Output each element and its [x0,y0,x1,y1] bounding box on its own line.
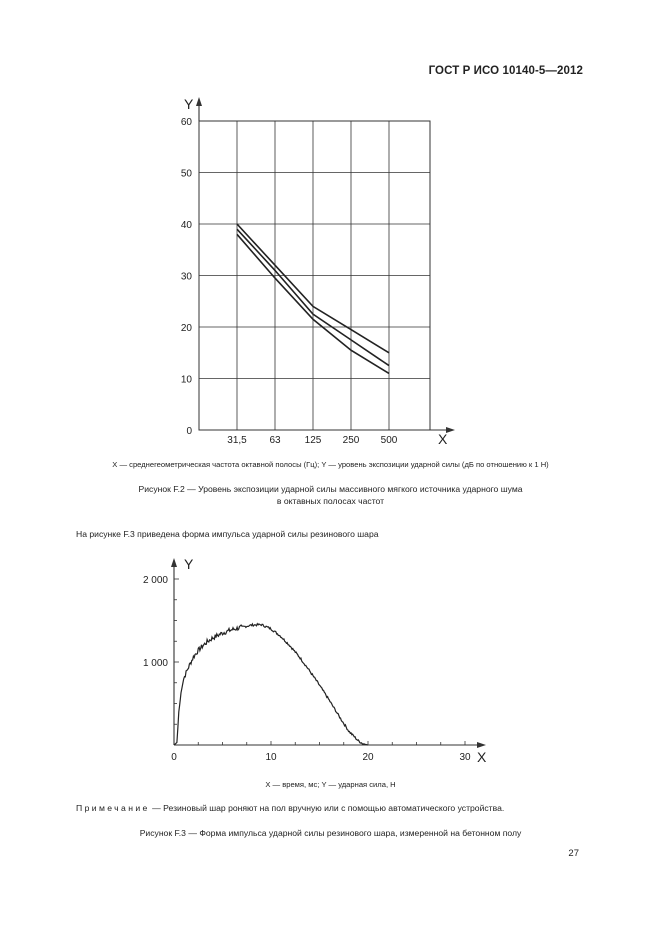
figure-f2-caption: X — среднегеометрическая частота октавной полосы (Гц); Y — уровень экспозиции ударной силы (дБ по отношению к 1 Н) [112,460,549,469]
x-tick-label: 10 [265,752,277,763]
x-tick-label: 31,5 [227,435,247,446]
x-tick-label: 30 [459,752,471,763]
y-tick-label: 50 [180,168,192,180]
page-number: 27 [568,848,579,859]
x-axis-label: X [477,749,487,765]
x-tick-label: 250 [342,435,360,446]
figure-f2-title-line1: Рисунок F.2 — Уровень экспозиции ударной силы массивного мягкого источника ударного шума [138,484,523,494]
y-axis-label: Y [184,96,194,112]
figure-f3-title: Рисунок F.3 — Форма импульса ударной силы резинового шара, измеренной на бетонном полу [139,828,522,838]
y-tick-label: 30 [180,271,192,283]
x-tick-label: 20 [362,752,374,763]
y-tick-label: 40 [180,220,192,231]
x-tick-label: 0 [171,752,177,763]
standard-header: ГОСТ Р ИСО 10140-5—2012 [428,65,583,77]
y-axis-arrow [171,558,177,567]
body-paragraph: На рисунке F.3 приведена форма импульса ударной силы резинового шара [76,529,379,539]
y-axis-arrow [196,97,202,106]
impulse-curve [174,624,368,745]
y-tick-label: 0 [186,426,192,437]
figure-f3-note [76,803,504,813]
x-axis-label: X [438,431,448,447]
y-tick-label: 20 [180,323,192,334]
x-axis-arrow [477,742,486,748]
x-tick-label: 500 [380,435,398,446]
note-label: Примечание [76,803,150,813]
y-tick-label: 10 [180,374,192,386]
x-axis-arrow [446,427,455,433]
note-text: — Резиновый шар роняют на пол вручную или с помощью автоматического устройства. [149,803,505,813]
y-tick-label: 2 000 [142,575,168,586]
figure-f2-title-line2: в октавных полосах частот [276,496,385,506]
y-tick-label: 1 000 [142,658,168,669]
y-axis-label: Y [184,556,194,572]
x-tick-label: 63 [269,435,281,446]
figure-f2-title [60,483,601,507]
x-tick-label: 125 [304,435,322,446]
figure-f3-caption: X — время, мс; Y — ударная сила, Н [265,780,396,789]
y-tick-label: 60 [180,117,192,128]
